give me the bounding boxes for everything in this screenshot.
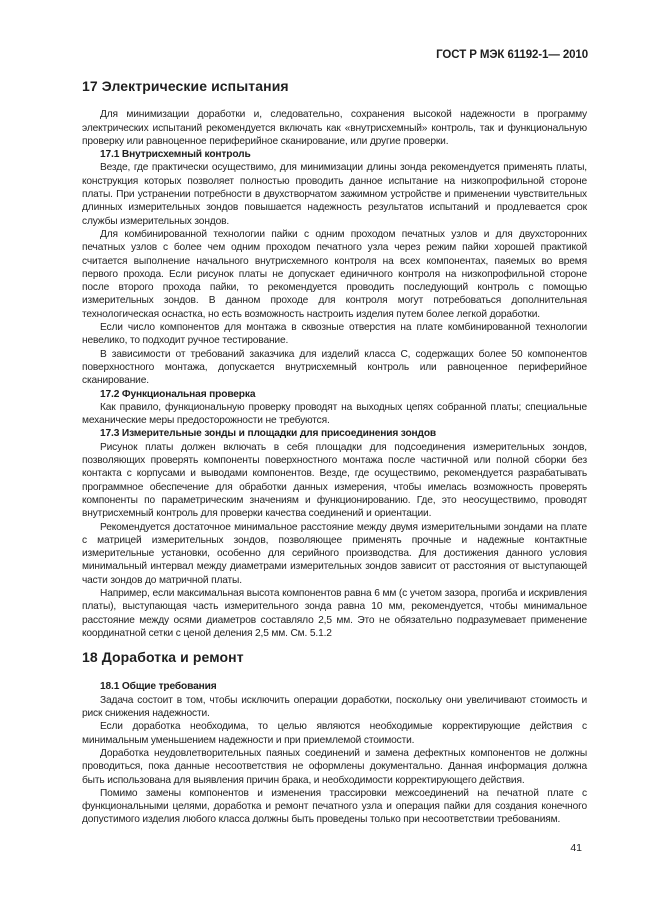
paragraph: Везде, где практически осуществимо, для минимизации длины зонда рекомендуется применять платы, конструкция которых позволяет полностью проводить данное испытание на низкопрофильной стороне платы. При устранении потребности в двухстворчатом зажимном устройстве и применении чувствительных длинных измерительных зондов повышается надежность результатов испытаний и продлевается срок службы измерительных зондов.: [82, 162, 587, 227]
paragraph: Как правило, функциональную проверку проводят на выходных цепях собранной платы; специальные механические меры предосторожности не требуются.: [82, 401, 587, 427]
paragraph: Помимо замены компонентов и изменения трассировки межсоединений на печатной плате с функциональными целями, доработка и ремонт печатного узла и операция пайки для создания конечного допустимого изделия любого класса должны быть проведены только при несоответствии требованиям.: [82, 787, 587, 826]
standard-header: ГОСТ Р МЭК 61192-1— 2010: [436, 49, 588, 61]
subsection-17-1-heading: 17.1 Внутрисхемный контроль: [100, 149, 251, 161]
page-content: [82, 80, 587, 827]
paragraph: Рисунок платы должен включать в себя площадки для подсоединения измерительных зондов, позволяющих проверять компоненты поверхностного монтажа после частичной или полной сборки без контакта с корпусами и выводами компонентов. Везде, где осуществимо, рекомендуется разрабатывать программное обеспечение для обработки данных измерения, чтобы имелась возможность проверять компоненты по параметрическим значениям и функционированию. Где, это неосуществимо, проводят внутрисхемный контроль для проверки качества соединений и ориентации.: [82, 441, 587, 520]
paragraph: Для комбинированной технологии пайки с одним проходом печатных узлов и для двухсторонних печатных узлов с более чем одним проходом печатного узла через режим пайки хорошей практикой считается выполнение начального внутрисхемного контроля на всех компонентах, паяемых во время первого прохода. Если рисунок платы не допускает единичного контроля на низкопрофильной стороне после второго прохода пайки, то рекомендуется проводить последующий контроль с помощью измерительных зондов. В данном проходе для контроля могут потребоваться дополнительная технологическая оснастка, но есть возможность настроить изделия путем более легкой доработки.: [82, 228, 587, 320]
subsection-18-1-heading: 18.1 Общие требования: [100, 681, 217, 693]
subsection-17-3-heading: 17.3 Измерительные зонды и площадки для присоединения зондов: [100, 428, 437, 440]
paragraph: Если доработка необходима, то целью являются необходимые корректирующие действия с минимальным уменьшением надежности и при приемлемой стоимости.: [82, 721, 587, 746]
section-17-intro: Для минимизации доработки и, следовательно, сохранения высокой надежности в программу электрических испытаний рекомендуется включать как «внутрисхемный» контроль, так и функциональную проверку или равноценное периферийное сканирование, или другие проверки.: [82, 109, 587, 147]
subsection-17-2-heading: 17.2 Функциональная проверка: [100, 388, 256, 400]
paragraph: В зависимости от требований заказчика для изделий класса С, содержащих более 50 компонентов поверхностного монтажа, допускается внутрисхемный контроль или равноценное периферийное сканирование.: [82, 348, 587, 387]
paragraph: Доработка неудовлетворительных паяных соединений и замена дефектных компонентов не должны проводиться, пока данные несоответствия не оформлены документально. Данная информация должна быть использована для выявления причин брака, и необходимости корректирующего действия.: [82, 747, 587, 786]
section-18-heading: 18 Доработка и ремонт: [82, 649, 244, 666]
paragraph: Задача состоит в том, чтобы исключить операции доработки, поскольку они увеличивают стоимость и риск снижения надежности.: [82, 694, 587, 720]
page-number: 41: [570, 842, 582, 854]
paragraph: Рекомендуется достаточное минимальное расстояние между двумя измерительными зондами на плате с матрицей измерительных зондов, позволяющее применять прочные и надежные контактные измерительные установки, особенно для серийного производства. Для достижения данного условия минимальный интервал между диаметрами измерительных зондов зависит от расстояния от выступающей части зондов до матричной платы.: [82, 521, 587, 586]
paragraph: Например, если максимальная высота компонентов равна 6 мм (с учетом зазора, прогиба и искривления платы), выступающая часть измерительного зонда равна 10 мм, рекомендуется, чтобы минимальное расстояние между осями диаметров составляло 2,5 мм. Это не обязательно подразумевает применение координатной сетки с ценой деления 2,5 мм. См. 5.1.2: [82, 587, 587, 639]
section-17-heading: 17 Электрические испытания: [82, 78, 289, 94]
paragraph: Если число компонентов для монтажа в сквозные отверстия на плате комбинированной технологии невелико, то подходит ручное тестирование.: [82, 322, 587, 347]
